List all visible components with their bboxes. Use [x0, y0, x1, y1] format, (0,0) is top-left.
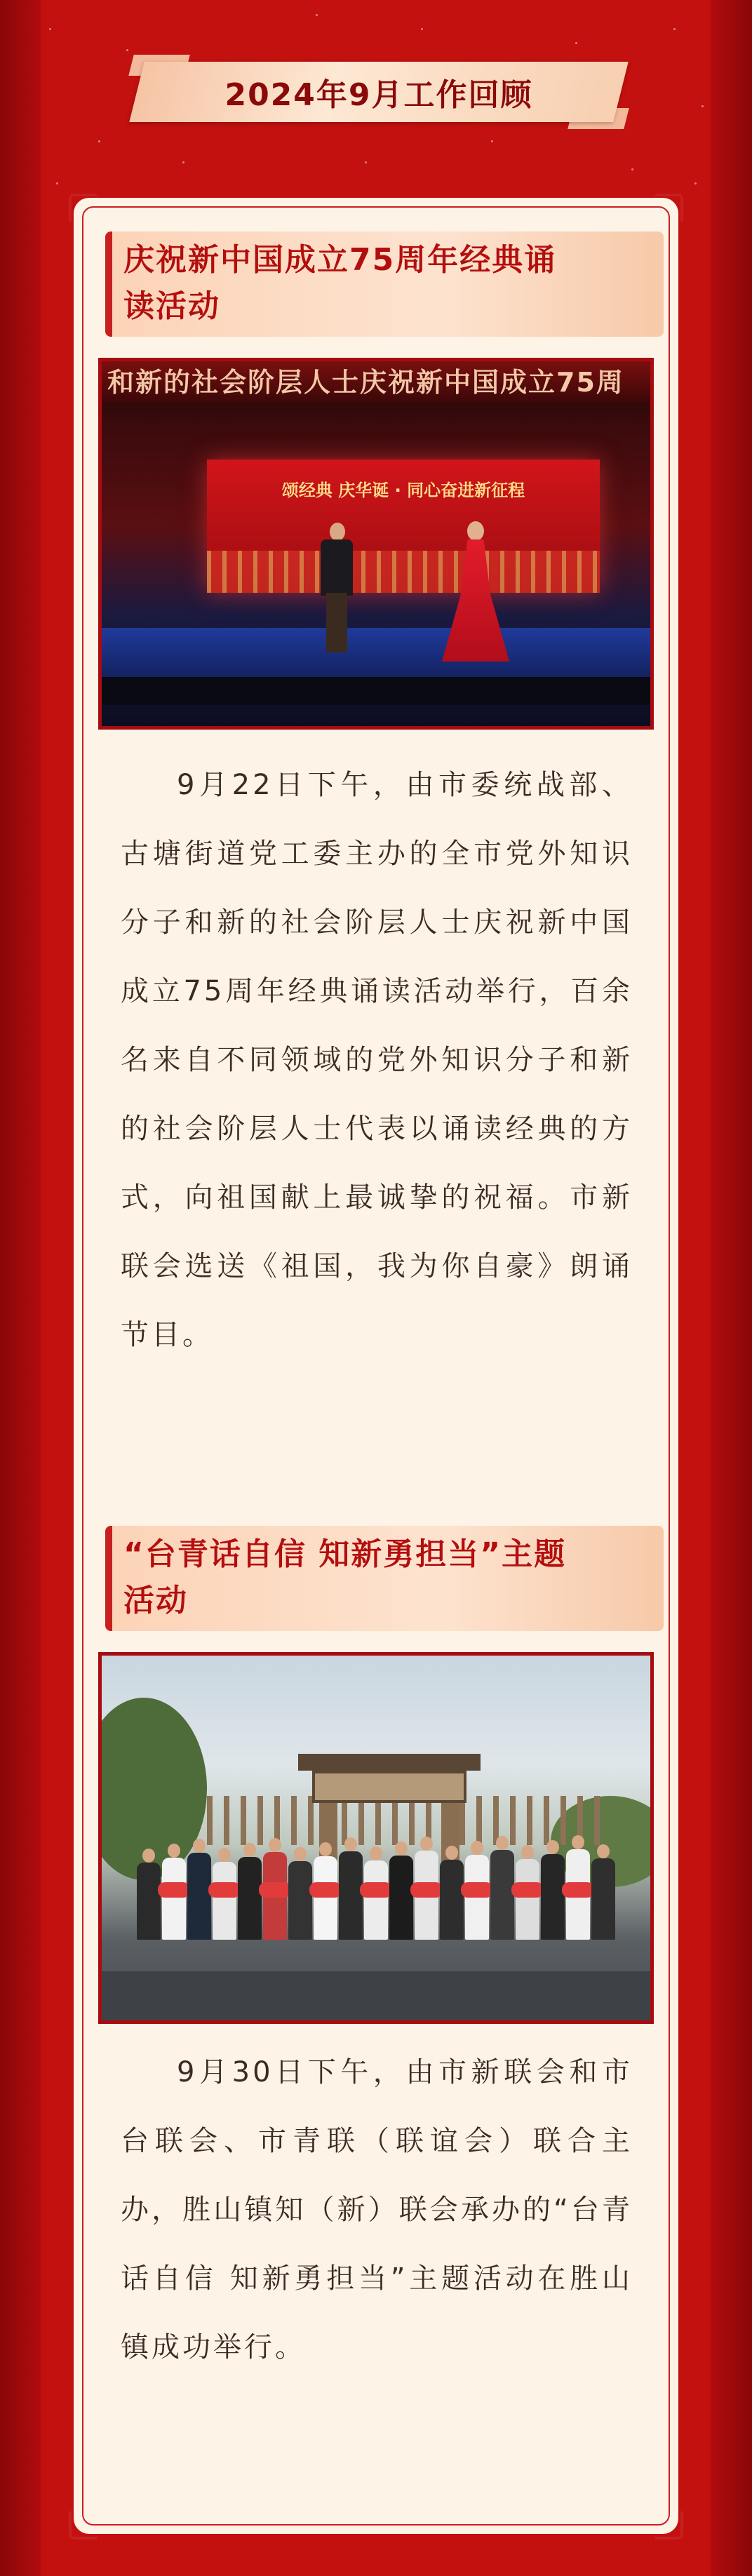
held-sign	[158, 1882, 190, 1898]
person-figure	[490, 1850, 514, 1940]
person-figure	[137, 1863, 161, 1940]
corner-decoration-top-left	[69, 194, 97, 222]
section-2-title-box	[105, 1526, 664, 1631]
section-1-title-line2: 读活动	[123, 288, 220, 324]
person-figure	[339, 1851, 363, 1940]
person-figure	[440, 1860, 464, 1940]
person-figure	[516, 1859, 539, 1940]
road	[102, 1971, 650, 2020]
section-2-photo	[98, 1652, 654, 2024]
person-figure	[364, 1860, 388, 1940]
stage-screen	[207, 459, 600, 593]
sparkle-dot	[673, 28, 676, 30]
male-host-figure	[321, 523, 353, 652]
held-sign	[562, 1882, 594, 1898]
page-title: 2024年9月工作回顾	[224, 77, 533, 113]
stage-floor	[102, 628, 650, 705]
person-figure	[389, 1856, 413, 1940]
section-2-title-line2: 活动	[123, 1583, 188, 1618]
sparkle-dot	[694, 182, 697, 185]
held-sign	[309, 1882, 342, 1898]
corner-decoration-top-right	[655, 194, 683, 222]
person-figure	[591, 1858, 615, 1940]
sparkle-dot	[316, 14, 318, 16]
section-2-paragraph: 9月30日下午，由市新联会和市台联会、市青联（联谊会）联合主办，胜山镇知（新）联会承办的“台青话自信 知新勇担当”主题活动在胜山镇成功举行。	[121, 2056, 633, 2363]
person-figure	[314, 1856, 337, 1940]
sparkle-dot	[421, 28, 423, 30]
female-host-figure	[442, 521, 509, 662]
great-wall-graphic	[207, 551, 600, 593]
person-figure	[162, 1858, 186, 1940]
sparkle-dot	[491, 140, 493, 142]
sparkle-dot	[631, 168, 633, 170]
stage-screen-text: 颂经典 庆华诞 · 同心奋进新征程	[281, 481, 525, 500]
person-figure	[187, 1853, 211, 1940]
held-sign	[461, 1882, 493, 1898]
group-of-people	[137, 1834, 628, 1940]
sparkle-dot	[365, 161, 367, 163]
section-1-title-line1: 庆祝新中国成立75周年经典诵	[123, 242, 557, 278]
person-figure	[288, 1861, 312, 1940]
header-banner	[137, 62, 621, 122]
sparkle-dot	[98, 140, 100, 142]
held-sign	[410, 1882, 443, 1898]
section-2-title-line1: “台青话自信 知新勇担当”主题	[123, 1536, 567, 1572]
person-figure	[541, 1854, 565, 1940]
stage-banner-text: 和新的社会阶层人士庆祝新中国成立75周	[102, 361, 654, 403]
sparkle-dot	[575, 42, 577, 44]
person-figure	[213, 1862, 236, 1940]
section-1-photo	[98, 358, 654, 730]
sparkle-dot	[126, 49, 128, 51]
corner-decoration-bottom-left	[69, 2511, 97, 2540]
section-1-title-box	[105, 232, 664, 337]
held-sign	[259, 1882, 291, 1898]
sparkle-dot	[56, 182, 58, 185]
person-figure	[238, 1857, 262, 1940]
held-sign	[360, 1882, 392, 1898]
held-sign	[208, 1882, 241, 1898]
section-1-paragraph: 9月22日下午，由市委统战部、古塘街道党工委主办的全市党外知识分子和新的社会阶层人士庆祝新中国成立75周年经典诵读活动举行，百余名来自不同领域的党外知识分子和新的社会阶层人士代表以诵读经典的方式，向祖国献上最诚挚的祝福。市新联会选送《祖国，我为你自豪》朗诵节目。	[121, 769, 633, 1351]
right-border-decoration	[711, 0, 752, 2576]
sparkle-dot	[701, 105, 704, 107]
held-sign	[511, 1882, 544, 1898]
corner-decoration-bottom-right	[655, 2511, 683, 2540]
sparkle-dot	[49, 28, 51, 30]
left-border-decoration	[0, 0, 41, 2576]
sparkle-dot	[182, 161, 184, 163]
